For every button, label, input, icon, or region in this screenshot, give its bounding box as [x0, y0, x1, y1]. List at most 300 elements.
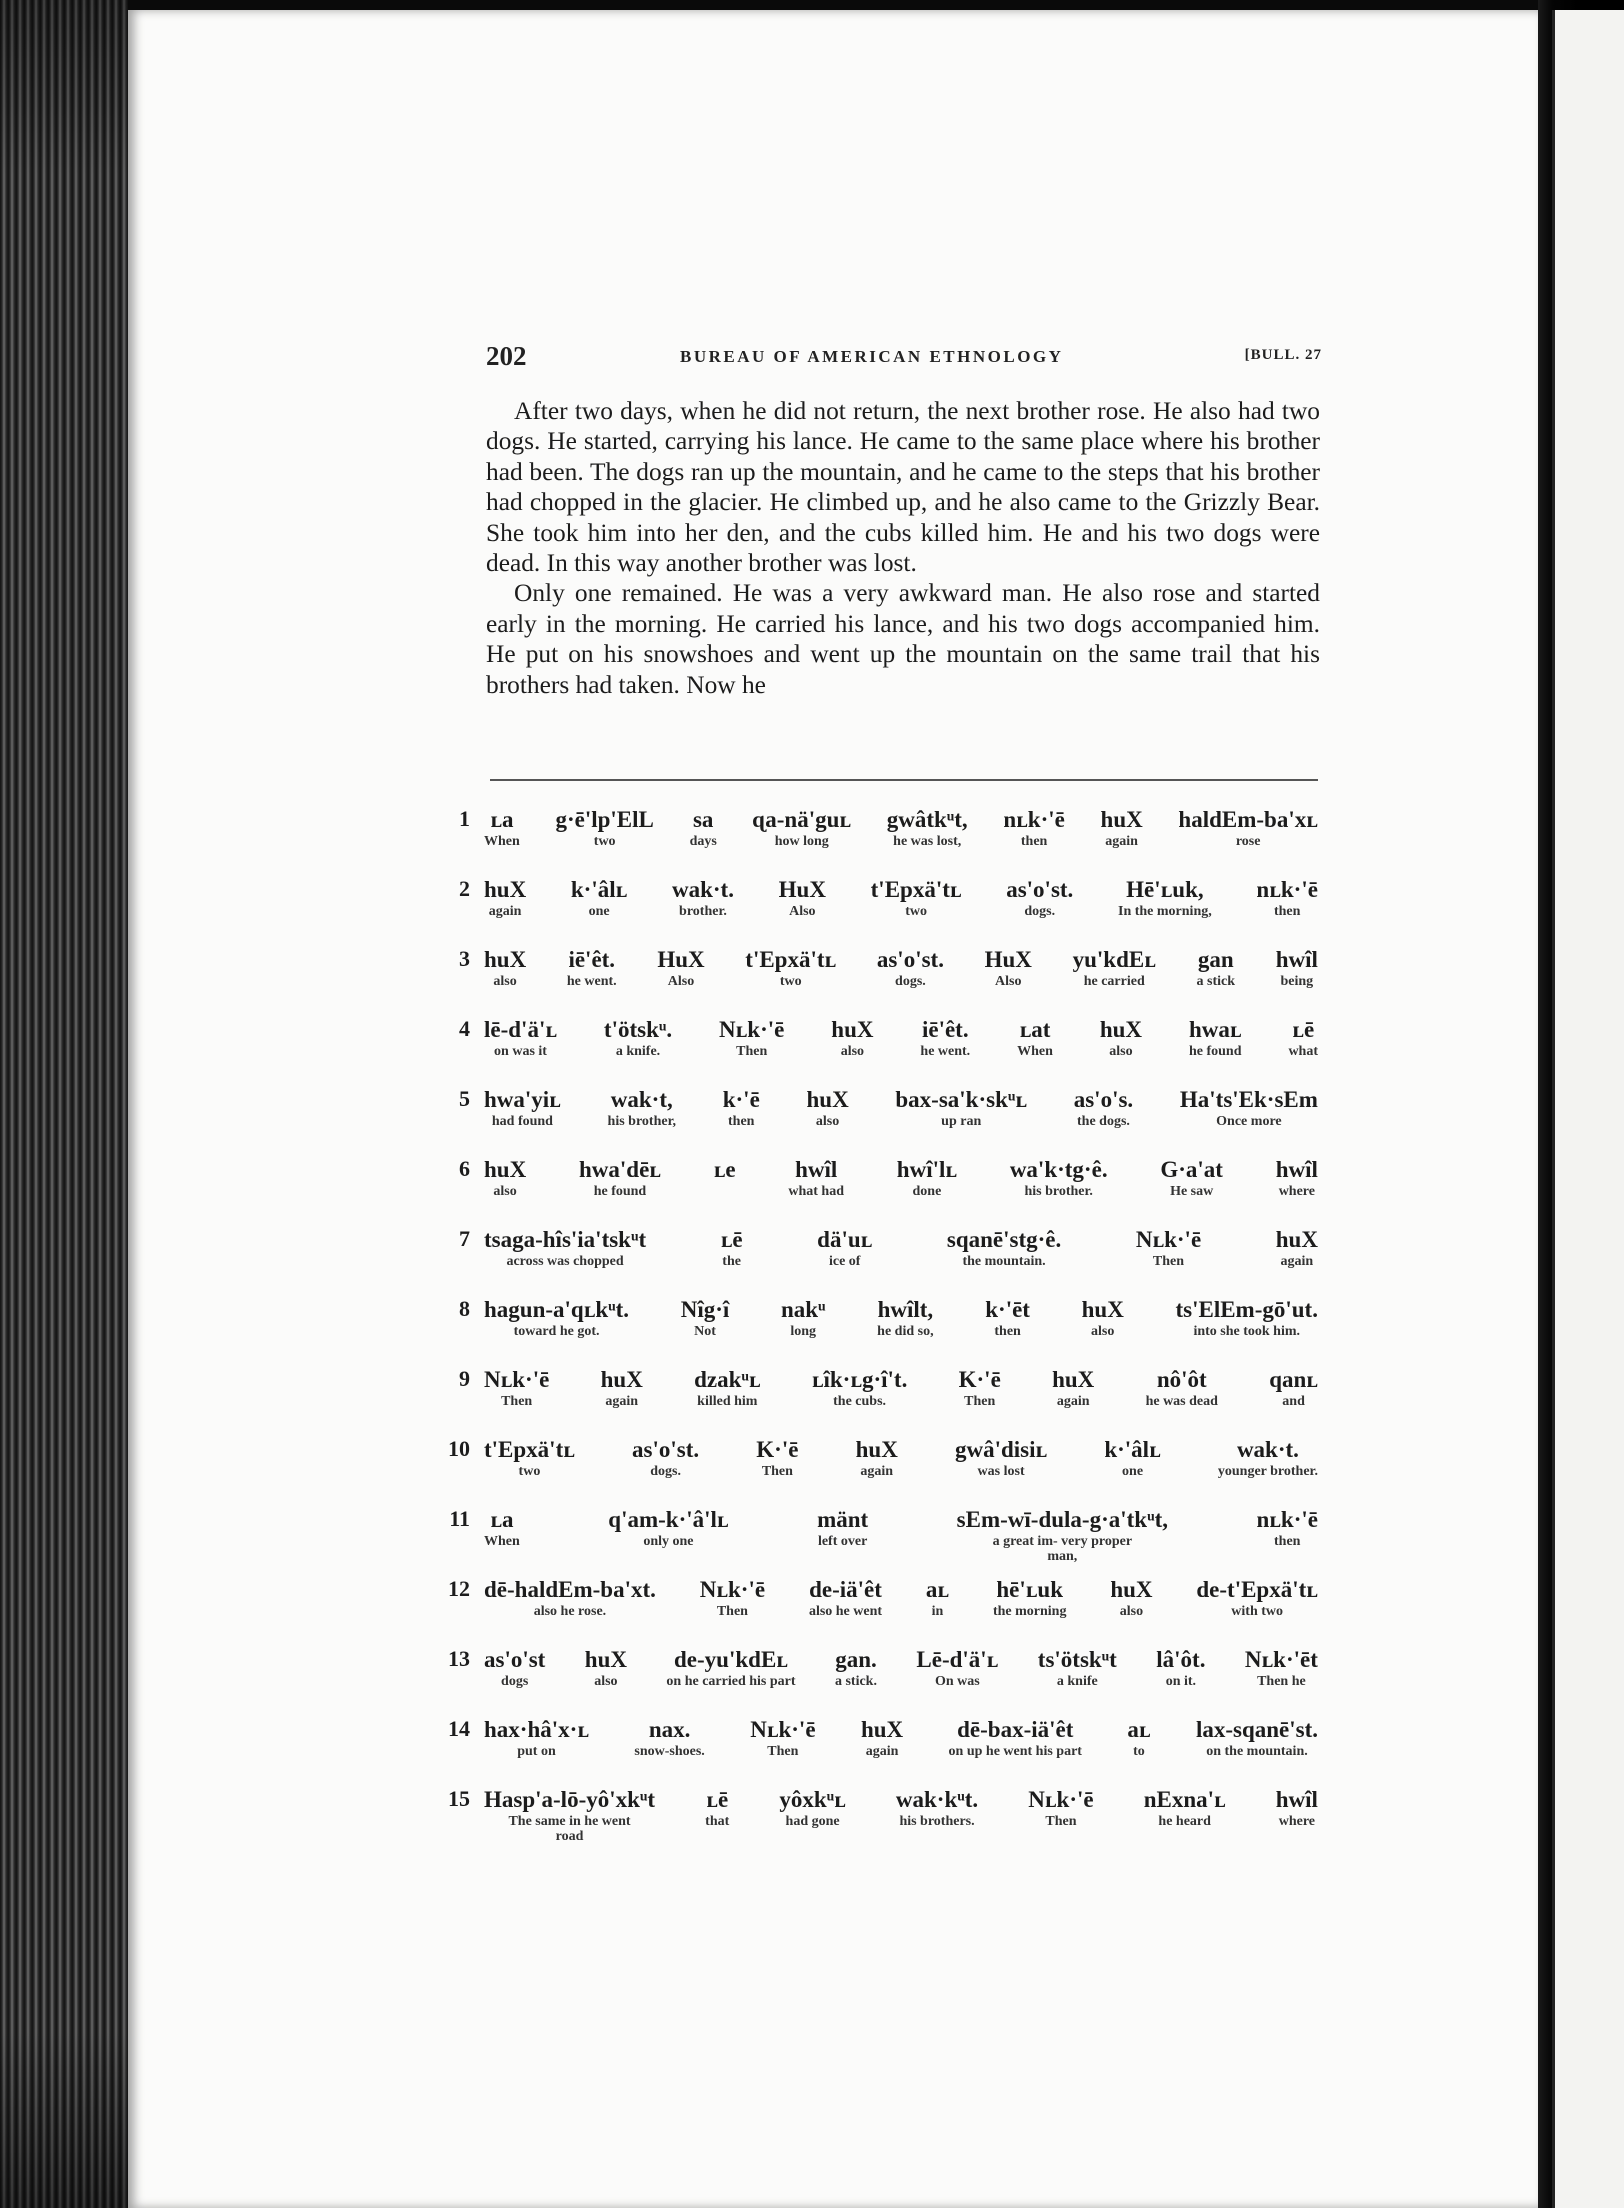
prose-paragraph: After two days, when he did not return, the next brother rose. He also had two dogs. He started, carrying his lance. He came to the same place where his brother had been. The dogs ran up the mountain, and he came to the steps that his brother had chopped in the glacier. He climbed up, and he also came to the Grizzly Bear. She took him into her den, and the cubs killed him. He and his two dogs were dead. In this way another brother was lost.: [486, 397, 1320, 578]
english-gloss: the: [722, 1254, 741, 1269]
word-row: [484, 1506, 1318, 1564]
native-word: Ha'ts'Ek·sEm: [1179, 1087, 1318, 1112]
word-pair: [1082, 1296, 1124, 1339]
english-gloss: the mountain.: [962, 1254, 1046, 1269]
native-word: qanʟ: [1269, 1367, 1318, 1392]
native-word: gwâ'disiʟ: [954, 1437, 1048, 1462]
next-page-sliver: [1552, 10, 1624, 2208]
word-pair: [779, 1786, 845, 1844]
word-pair: [916, 1646, 998, 1689]
word-row: [484, 1296, 1318, 1339]
word-pair: [484, 1296, 629, 1339]
english-gloss: he did so,: [877, 1324, 934, 1339]
native-word: as'o's.: [1073, 1087, 1134, 1112]
word-pair: [949, 1716, 1082, 1759]
english-gloss: a knife: [1056, 1674, 1098, 1689]
english-gloss: he went.: [920, 1044, 971, 1059]
word-row: [484, 1646, 1318, 1689]
english-gloss: the dogs.: [1077, 1114, 1130, 1129]
native-word: huX: [1081, 1297, 1124, 1322]
word-pair: [484, 1576, 656, 1619]
english-gloss: Then: [716, 1604, 748, 1619]
native-word: nExna'ʟ: [1143, 1787, 1226, 1812]
english-gloss: then: [1273, 904, 1301, 919]
english-gloss: was lost: [977, 1464, 1025, 1479]
native-word: ts'ElEm-gō'ut.: [1175, 1297, 1318, 1322]
interlinear-text: [440, 806, 1320, 1856]
native-word: nʟk·'ē: [1256, 1507, 1318, 1532]
native-word: as'o'st.: [876, 947, 944, 972]
native-word: bax-sa'k·skᵘʟ: [895, 1087, 1028, 1112]
native-word: mänt: [817, 1507, 869, 1532]
native-word: yu'kdEʟ: [1072, 947, 1156, 972]
english-gloss: dogs.: [895, 974, 926, 989]
word-row: [484, 1016, 1318, 1059]
native-word: k·'ē: [722, 1087, 760, 1112]
native-word: huX: [1110, 1577, 1153, 1602]
word-pair: [608, 1086, 676, 1129]
word-pair: [632, 1436, 699, 1479]
word-pair: [666, 1646, 795, 1689]
native-word: de-t'Epxä'tʟ: [1196, 1577, 1318, 1602]
native-word: HuX: [778, 877, 826, 902]
interlinear-line: [440, 1296, 1320, 1366]
native-word: hwîl: [795, 1157, 838, 1182]
english-gloss: When: [1017, 1044, 1053, 1059]
native-word: Nʟk·'ē: [699, 1577, 766, 1602]
english-gloss: again: [1280, 1254, 1314, 1269]
native-word: lâ'ôt.: [1156, 1647, 1206, 1672]
word-pair: [579, 1156, 661, 1199]
english-gloss: also he rose.: [533, 1604, 607, 1619]
english-gloss: he found: [1188, 1044, 1242, 1059]
english-gloss: he was dead: [1145, 1394, 1218, 1409]
word-pair: [871, 876, 962, 919]
word-pair: [1276, 1786, 1318, 1844]
native-word: HuX: [657, 947, 705, 972]
word-pair: [1038, 1646, 1117, 1689]
word-pair: [947, 1226, 1061, 1269]
english-gloss: again: [605, 1394, 639, 1409]
english-gloss: again: [488, 904, 522, 919]
native-word: huX: [1100, 807, 1143, 832]
english-gloss: then: [1274, 1534, 1301, 1549]
english-gloss: again: [865, 1744, 899, 1759]
word-pair: [856, 1436, 898, 1479]
native-word: hwîl: [1275, 1157, 1318, 1182]
word-pair: [887, 806, 968, 849]
english-gloss: on he carried his part: [666, 1674, 796, 1689]
word-pair: [705, 1786, 729, 1844]
english-gloss: he heard: [1158, 1814, 1211, 1829]
word-pair: [1144, 1786, 1226, 1844]
english-gloss: one: [588, 904, 610, 919]
english-gloss: He saw: [1170, 1184, 1214, 1199]
native-word: ʟa: [490, 807, 514, 832]
native-word: nakᵘ: [780, 1297, 826, 1322]
english-gloss: Then: [1152, 1254, 1185, 1269]
word-row: [484, 1716, 1318, 1759]
word-pair: [484, 1436, 575, 1479]
native-word: haldEm-ba'xʟ: [1178, 807, 1318, 832]
english-gloss: Not: [694, 1324, 716, 1339]
word-pair: [484, 806, 520, 849]
line-number: 10: [448, 1436, 470, 1461]
word-row: [484, 1436, 1318, 1479]
word-row: [484, 946, 1318, 989]
word-pair: [809, 1576, 882, 1619]
word-pair: [745, 946, 836, 989]
english-gloss: he found: [593, 1184, 647, 1199]
word-pair: [657, 946, 704, 989]
page-number: 202: [486, 341, 527, 371]
word-pair: [1256, 876, 1318, 919]
word-pair: [1196, 1716, 1318, 1759]
word-pair: [1276, 1226, 1318, 1269]
running-head: BUREAU OF AMERICAN ETHNOLOGY: [680, 347, 1064, 366]
english-gloss: a stick: [1196, 974, 1236, 989]
native-word: K·'ē: [756, 1437, 799, 1462]
english-gloss: then: [728, 1114, 755, 1129]
line-number: 8: [459, 1296, 470, 1321]
native-word: Nʟk·'ē: [484, 1367, 550, 1392]
word-pair: [959, 1366, 1001, 1409]
native-word: huX: [1099, 1017, 1143, 1042]
english-gloss: also: [840, 1044, 865, 1059]
english-gloss: his brothers.: [899, 1814, 975, 1829]
native-word: huX: [484, 877, 527, 902]
english-gloss: also: [594, 1674, 618, 1689]
english-gloss: only one: [643, 1534, 694, 1549]
native-word: ʟē: [720, 1227, 743, 1252]
english-gloss: in: [931, 1604, 944, 1619]
native-word: huX: [584, 1647, 627, 1672]
english-gloss: the cubs.: [833, 1394, 887, 1409]
native-word: Nʟk·'ē: [1028, 1787, 1094, 1812]
english-gloss: younger brother.: [1217, 1464, 1318, 1479]
word-pair: [700, 1576, 765, 1619]
word-pair: [723, 1086, 760, 1129]
word-pair: [1101, 806, 1143, 849]
english-gloss: rose: [1235, 834, 1261, 849]
word-pair: [877, 946, 944, 989]
native-word: huX: [860, 1717, 904, 1742]
english-gloss: what: [1288, 1044, 1318, 1059]
interlinear-line: [440, 1646, 1320, 1716]
word-pair: [1180, 1086, 1318, 1129]
native-word: hagun-a'qʟkᵘt.: [484, 1297, 630, 1322]
word-pair: [1160, 1156, 1223, 1199]
page-header: [486, 341, 1322, 381]
native-word: huX: [484, 947, 527, 972]
native-word: t'Epxä'tʟ: [745, 947, 837, 972]
line-number: 15: [448, 1786, 470, 1811]
native-word: ɋa-nä'guʟ: [752, 807, 852, 832]
line-number: 13: [448, 1646, 470, 1671]
english-gloss: On was: [935, 1674, 980, 1689]
word-pair: [484, 876, 526, 919]
native-word: de-iä'êt: [809, 1577, 882, 1602]
word-pair: [896, 1786, 978, 1844]
native-word: nʟk·'ē: [1003, 807, 1065, 832]
word-pair: [672, 876, 734, 919]
english-gloss: across was chopped: [506, 1254, 624, 1269]
line-number: 11: [449, 1506, 470, 1531]
word-pair: [779, 876, 826, 919]
word-pair: [897, 1156, 957, 1199]
word-pair: [806, 1086, 848, 1129]
english-gloss: then: [994, 1324, 1021, 1339]
english-gloss: days: [689, 834, 717, 849]
english-gloss: that: [705, 1814, 730, 1829]
word-pair: [484, 1786, 655, 1844]
line-number: 14: [448, 1716, 470, 1741]
native-word: gan: [1197, 947, 1234, 972]
interlinear-line: [440, 1786, 1320, 1856]
english-gloss: he was lost,: [893, 834, 962, 849]
english-gloss: Then: [736, 1044, 768, 1059]
word-pair: [608, 1506, 728, 1564]
native-word: huX: [600, 1367, 643, 1392]
native-word: hwîl: [1275, 947, 1318, 972]
native-word: ʟē: [706, 1787, 729, 1812]
native-word: as'o'st.: [632, 1437, 700, 1462]
english-gloss: being: [1280, 974, 1314, 989]
word-pair: [484, 1086, 561, 1129]
interlinear-line: [440, 1156, 1320, 1226]
native-word: ʟē: [1292, 1017, 1315, 1042]
native-word: nô'ôt: [1156, 1367, 1207, 1392]
english-gloss: had found: [491, 1114, 553, 1129]
native-word: q'am-k·'â'lʟ: [608, 1507, 729, 1532]
native-word: ʟîk·ʟg·î't.: [811, 1367, 908, 1392]
native-word: t'Epxä'tʟ: [484, 1437, 575, 1462]
english-gloss: also he went: [808, 1604, 883, 1619]
word-pair: [484, 1716, 589, 1759]
word-pair: [1276, 946, 1318, 989]
native-word: sEm-wī-dula-g·a'tkᵘt,: [956, 1507, 1168, 1532]
interlinear-line: [440, 806, 1320, 876]
english-gloss: also: [493, 1184, 517, 1199]
english-gloss: The same in he went road: [508, 1814, 631, 1844]
english-gloss: Then: [761, 1464, 793, 1479]
english-gloss: he went.: [566, 974, 617, 989]
word-pair: [719, 1016, 784, 1059]
english-gloss: again: [1105, 834, 1138, 849]
english-gloss: one: [1122, 1464, 1144, 1479]
word-pair: [817, 1506, 868, 1564]
native-word: de-yu'kdEʟ: [674, 1647, 788, 1672]
native-word: g·ē'lp'ElL: [555, 807, 654, 832]
english-gloss: dogs: [501, 1674, 529, 1689]
english-gloss: into she took him.: [1193, 1324, 1301, 1339]
english-gloss: also: [1091, 1324, 1115, 1339]
word-pair: [1197, 946, 1236, 989]
english-gloss: In the morning,: [1118, 904, 1212, 919]
native-word: K·'ē: [958, 1367, 1001, 1392]
native-word: dzakᵘʟ: [694, 1367, 761, 1392]
word-pair: [484, 1646, 545, 1689]
word-row: [484, 1786, 1318, 1844]
word-pair: [484, 1016, 557, 1059]
native-word: huX: [1052, 1367, 1095, 1392]
english-gloss: ice of: [828, 1254, 861, 1269]
word-pair: [781, 1296, 826, 1339]
native-word: nax.: [648, 1717, 691, 1742]
interlinear-line: [440, 946, 1320, 1016]
native-word: HuX: [984, 947, 1032, 972]
english-gloss: put on: [517, 1744, 556, 1759]
line-number: 7: [459, 1226, 470, 1251]
word-pair: [993, 1576, 1067, 1619]
word-pair: [1175, 1296, 1317, 1339]
native-word: Hē'ʟuk,: [1126, 877, 1204, 902]
word-pair: [920, 1016, 970, 1059]
english-gloss: his brother,: [607, 1114, 677, 1129]
native-word: iē'êt.: [568, 947, 616, 972]
english-gloss: the morning: [992, 1604, 1067, 1619]
native-word: wa'k·tg·ê.: [1009, 1157, 1108, 1182]
word-pair: [877, 1296, 933, 1339]
word-pair: [601, 1366, 643, 1409]
word-pair: [1127, 1716, 1150, 1759]
word-pair: [1196, 1576, 1318, 1619]
english-gloss: killed him: [697, 1394, 758, 1409]
english-gloss: long: [790, 1324, 817, 1339]
english-gloss: a knife.: [615, 1044, 661, 1059]
native-word: huX: [806, 1087, 849, 1112]
native-word: aʟ: [925, 1577, 950, 1602]
word-pair: [604, 1016, 672, 1059]
word-pair: [694, 1366, 760, 1409]
word-pair: [1269, 1366, 1318, 1409]
word-pair: [1118, 876, 1212, 919]
english-gloss: also: [815, 1114, 840, 1129]
word-row: [484, 876, 1318, 919]
line-number: 5: [459, 1086, 470, 1111]
translation-prose: [486, 396, 1320, 700]
word-pair: [1003, 806, 1065, 849]
native-word: ʟa: [490, 1507, 514, 1532]
book-edge-shading: [0, 0, 128, 2208]
word-pair: [926, 1576, 949, 1619]
word-pair: [690, 806, 717, 849]
word-pair: [484, 1226, 646, 1269]
line-number: 2: [459, 876, 470, 901]
english-gloss: snow-shoes.: [634, 1744, 705, 1759]
word-pair: [895, 1086, 1027, 1129]
english-gloss: two: [518, 1464, 541, 1479]
native-word: G·a'at: [1160, 1157, 1223, 1182]
word-pair: [756, 1436, 798, 1479]
native-word: hē'ʟuk: [996, 1577, 1064, 1602]
word-pair: [835, 1646, 877, 1689]
interlinear-line: [440, 1436, 1320, 1506]
english-gloss: toward he got.: [513, 1324, 600, 1339]
english-gloss: When: [484, 834, 520, 849]
english-gloss: left over: [817, 1534, 868, 1549]
interlinear-line: [440, 1016, 1320, 1086]
word-pair: [1256, 1506, 1318, 1564]
english-gloss: Then: [767, 1744, 799, 1759]
english-gloss: also: [1119, 1604, 1144, 1619]
english-gloss: Then: [1045, 1814, 1077, 1829]
english-gloss: Also: [667, 974, 695, 989]
english-gloss: Once more: [1216, 1114, 1282, 1129]
english-gloss: had gone: [785, 1814, 840, 1829]
line-number: 6: [459, 1156, 470, 1181]
native-word: wak·t.: [1236, 1437, 1299, 1462]
word-pair: [484, 1156, 526, 1199]
native-word: k·'ēt: [985, 1297, 1030, 1322]
native-word: Nʟk·'ē: [750, 1717, 816, 1742]
word-pair: [1156, 1646, 1205, 1689]
english-gloss: When: [484, 1534, 520, 1549]
line-number: 3: [459, 946, 470, 971]
native-word: gwâtkᵘt,: [886, 807, 968, 832]
native-word: hwîl: [1275, 1787, 1318, 1812]
word-pair: [1189, 1016, 1242, 1059]
word-pair: [817, 1226, 872, 1269]
word-pair: [752, 806, 851, 849]
native-word: wak·kᵘt.: [895, 1787, 979, 1812]
word-pair: [1028, 1786, 1093, 1844]
word-pair: [1074, 1086, 1133, 1129]
word-pair: [1100, 1016, 1142, 1059]
word-pair: [484, 946, 526, 989]
bulletin-reference: [BULL. 27: [1244, 347, 1322, 363]
english-gloss: two: [905, 904, 927, 919]
english-gloss: dogs.: [650, 1464, 681, 1479]
native-word: aʟ: [1127, 1717, 1151, 1742]
line-number: 9: [459, 1366, 470, 1391]
word-pair: [1104, 1436, 1160, 1479]
english-gloss: Also: [789, 904, 816, 919]
native-word: k·'âlʟ: [570, 877, 628, 902]
native-word: wak·t,: [610, 1087, 673, 1112]
word-row: [484, 1086, 1318, 1129]
word-pair: [1178, 806, 1317, 849]
native-word: hwîlt,: [877, 1297, 934, 1322]
english-gloss: Then: [964, 1394, 996, 1409]
native-word: dē-haldEm-ba'xt.: [484, 1577, 656, 1602]
native-word: hwa'yiʟ: [484, 1087, 561, 1112]
english-gloss: two: [779, 974, 802, 989]
word-pair: [1276, 1156, 1318, 1199]
word-pair: [1073, 946, 1156, 989]
native-word: as'o'st: [484, 1647, 546, 1672]
native-word: huX: [855, 1437, 898, 1462]
native-word: dä'uʟ: [817, 1227, 873, 1252]
native-word: huX: [831, 1017, 874, 1042]
native-word: lē-d'ä'ʟ: [484, 1017, 557, 1042]
english-gloss: again: [1056, 1394, 1090, 1409]
interlinear-line: [440, 1576, 1320, 1646]
english-gloss: on up he went his part: [948, 1744, 1082, 1759]
english-gloss: he carried: [1083, 974, 1145, 989]
word-pair: [1218, 1436, 1318, 1479]
native-word: wak·t.: [671, 877, 734, 902]
english-gloss: also: [1109, 1044, 1133, 1059]
native-word: huX: [484, 1157, 527, 1182]
word-pair: [957, 1506, 1168, 1564]
english-gloss: Then: [501, 1394, 533, 1409]
prose-paragraph: Only one remained. He was a very awkward man. He also rose and started early in the morning. He carried his lance, and his two dogs accompanied him. He put on his snowshoes and went up the mountain on the same trail that his brothers had taken. Now he: [486, 579, 1320, 699]
english-gloss: dogs.: [1024, 904, 1056, 919]
word-pair: [681, 1296, 730, 1339]
english-gloss: brother.: [679, 904, 727, 919]
native-word: Nʟk·'ēt: [1244, 1647, 1318, 1672]
